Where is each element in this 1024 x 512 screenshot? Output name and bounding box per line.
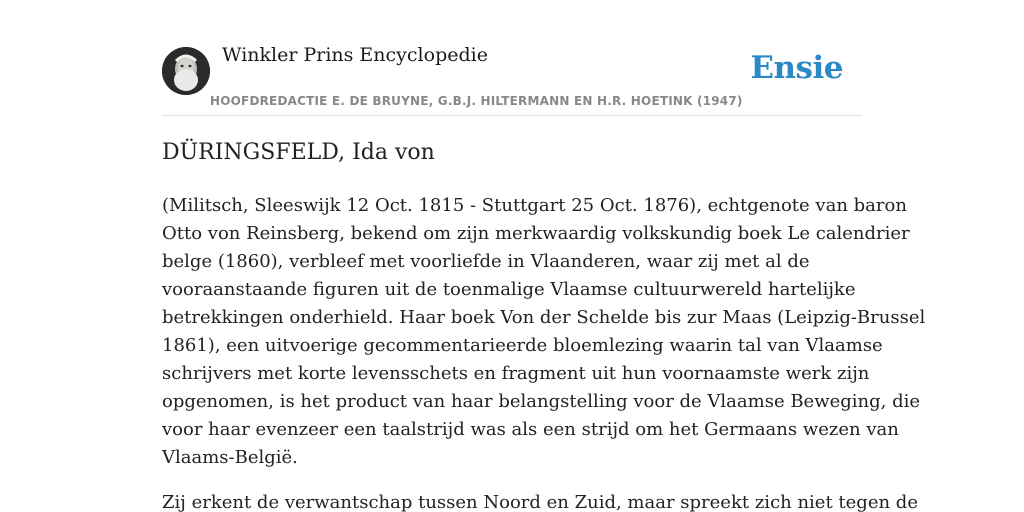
source-editors: HOOFDREDACTIE E. DE BRUYNE, G.B.J. HILTERMANN EN H.R. HOETINK (1947): [210, 94, 743, 108]
author-portrait-icon[interactable]: [162, 47, 210, 95]
document-page: [162, 0, 926, 512]
paragraph-line: voor haar evenzeer een taalstrijd was als een strijd om het Germaans wezen van: [162, 419, 899, 440]
paragraph-line: betrekkingen onderhield. Haar boek Von der Schelde bis zur Maas (Leipzig-Brussel: [162, 307, 926, 328]
entry-body: [162, 192, 926, 512]
paragraph-line: Otto von Reinsberg, bekend om zijn merkwaardig volkskundig boek Le calendrier: [162, 223, 910, 244]
entry-paragraph: [162, 489, 918, 512]
paragraph-line: vooraanstaande figuren uit de toenmalige Vlaamse cultuurwereld hartelijke: [162, 279, 856, 300]
entry-paragraph: [162, 192, 926, 472]
entry-title: DÜRINGSFELD, Ida von: [162, 140, 435, 165]
brand-logo[interactable]: Ensie: [750, 50, 843, 86]
header-divider: [162, 115, 862, 116]
paragraph-line: belge (1860), verbleef met voorliefde in Vlaanderen, waar zij met al de: [162, 251, 810, 272]
paragraph-line: 1861), een uitvoerige gecommentarieerde bloemlezing waarin tal van Vlaamse: [162, 335, 883, 356]
source-title[interactable]: Winkler Prins Encyclopedie: [222, 44, 488, 66]
paragraph-line: schrijvers met korte levensschets en fragment uit hun voornaamste werk zijn: [162, 363, 870, 384]
paragraph-line: Zij erkent de verwantschap tussen Noord en Zuid, maar spreekt zich niet tegen de: [162, 492, 918, 512]
paragraph-line: Vlaams-België.: [162, 447, 298, 468]
paragraph-line: (Militsch, Sleeswijk 12 Oct. 1815 - Stuttgart 25 Oct. 1876), echtgenote van baron: [162, 195, 907, 216]
paragraph-line: opgenomen, is het product van haar belangstelling voor de Vlaamse Beweging, die: [162, 391, 921, 412]
